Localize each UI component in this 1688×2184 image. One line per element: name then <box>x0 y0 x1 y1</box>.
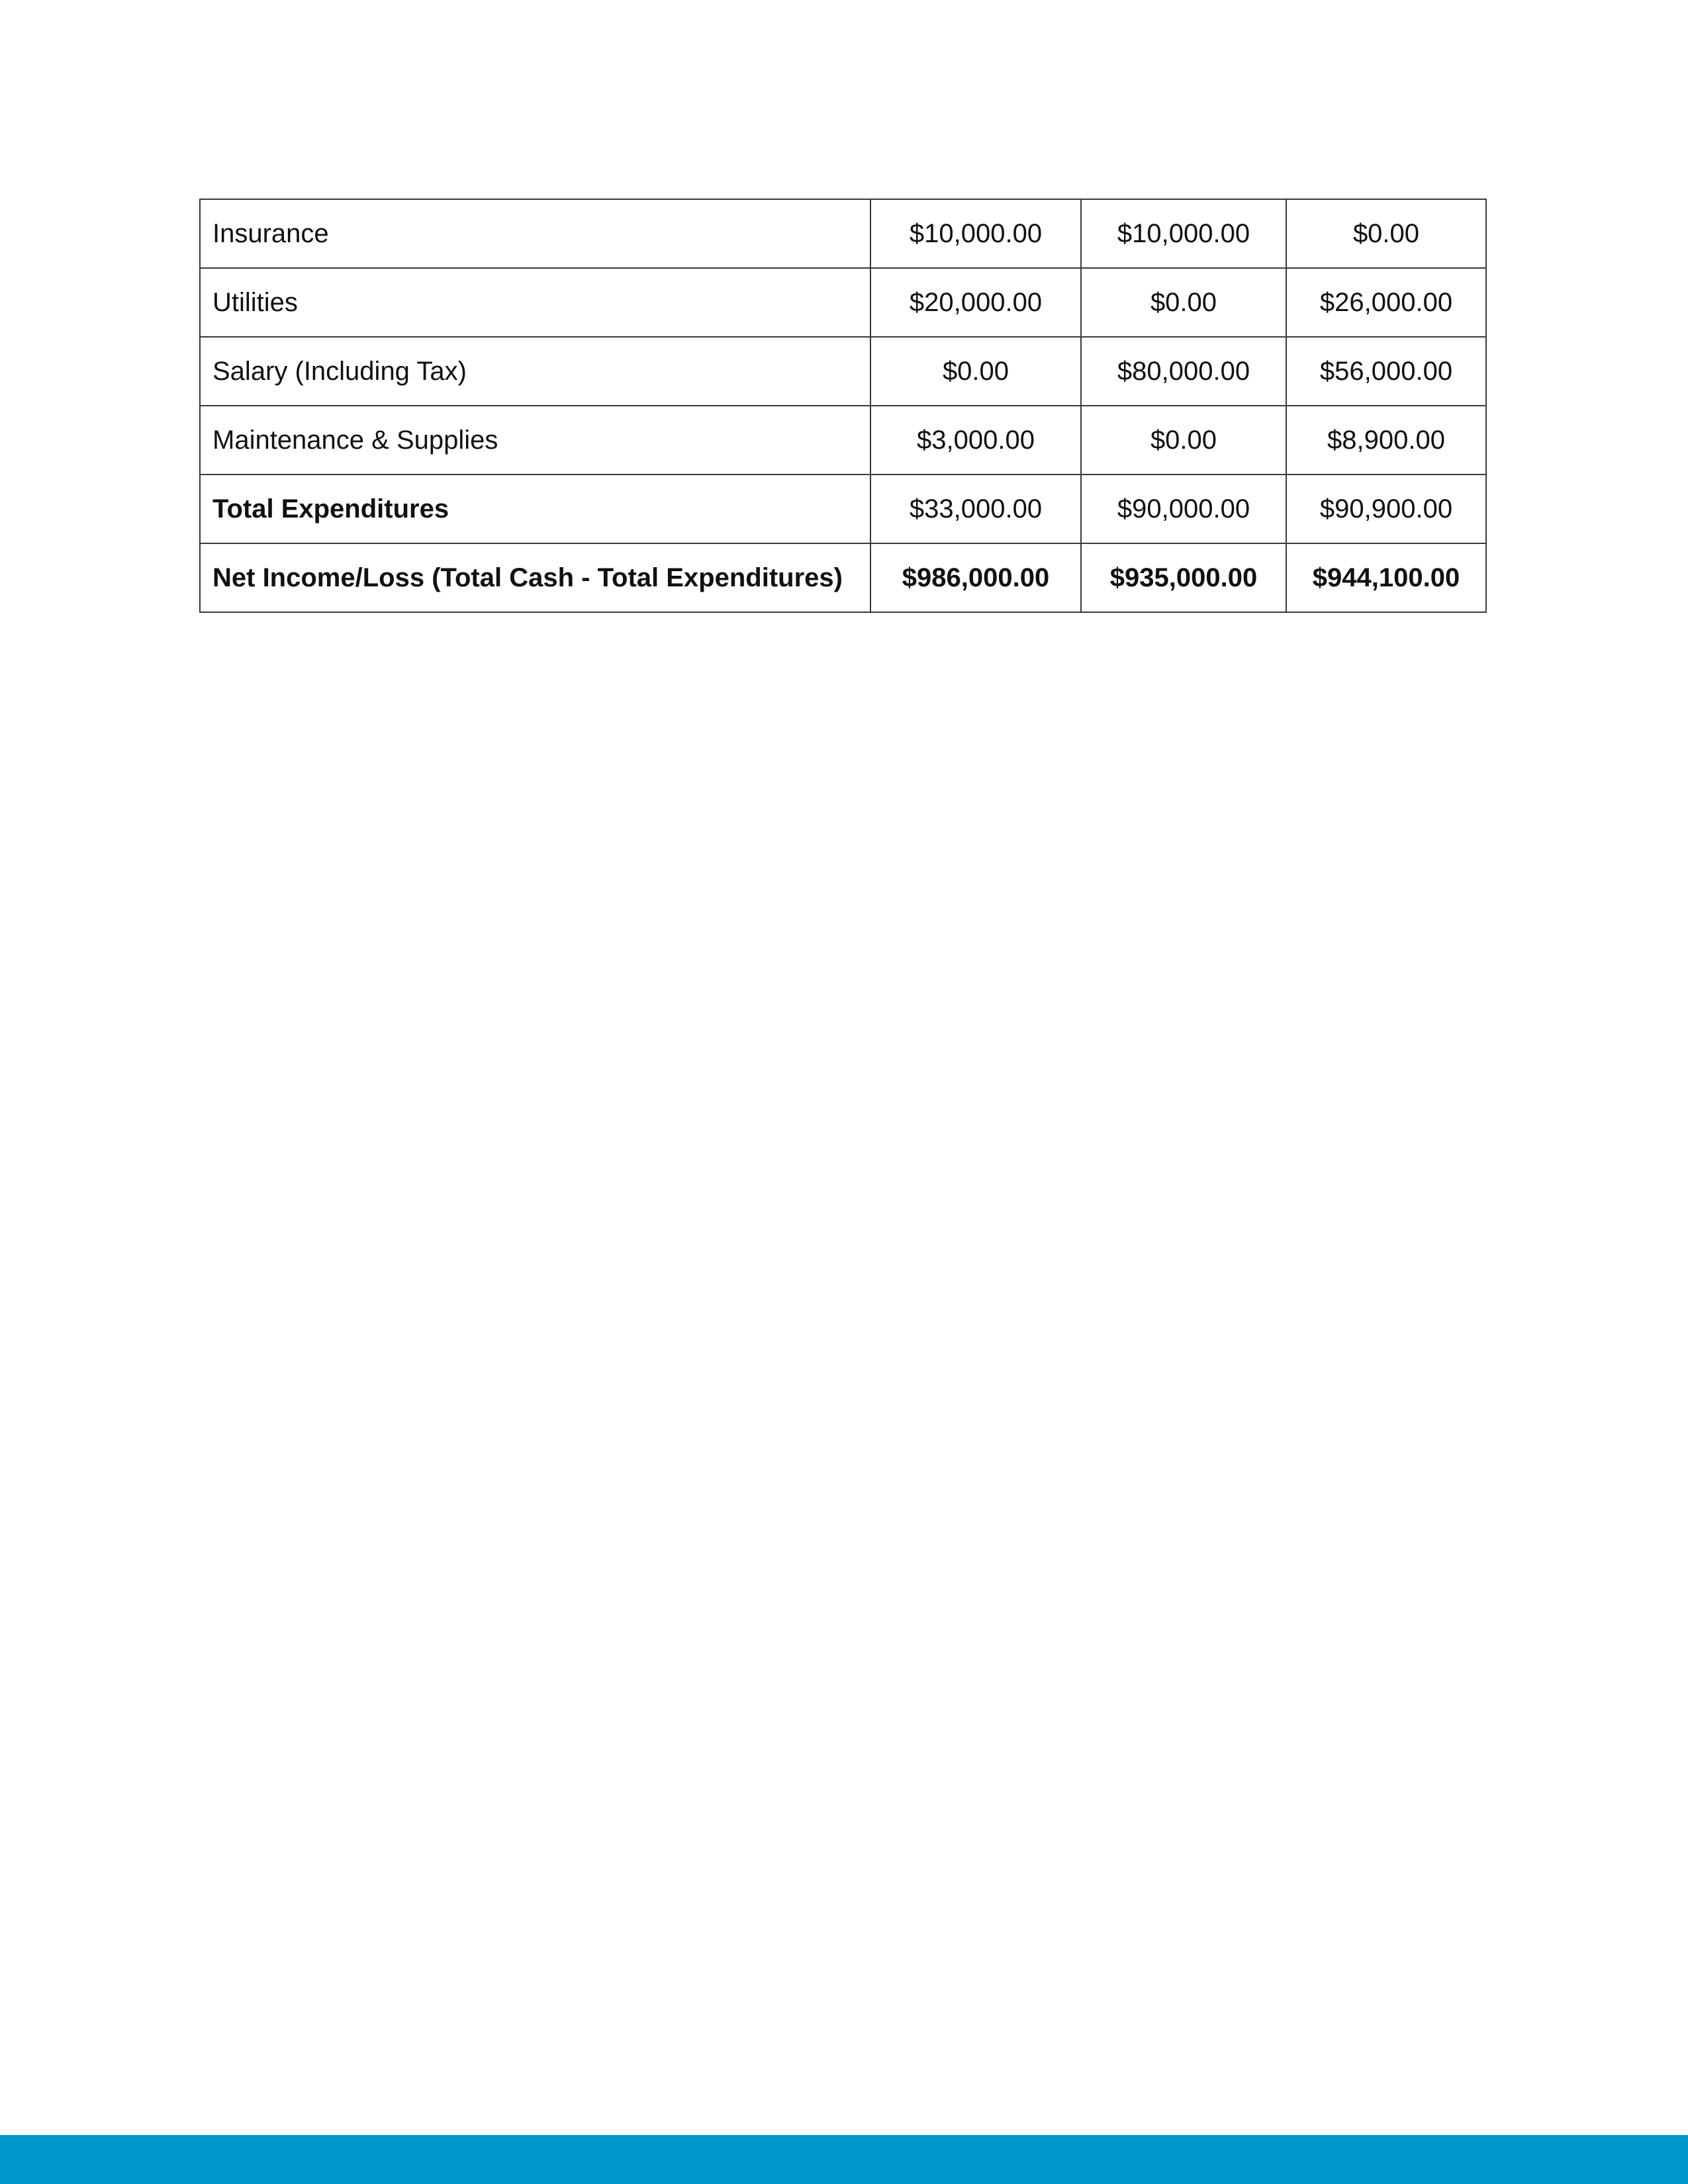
row-value: $56,000.00 <box>1286 337 1486 406</box>
row-label: Insurance <box>200 199 870 268</box>
table-row-insurance <box>200 199 1486 268</box>
row-value: $0.00 <box>1081 406 1286 475</box>
table-row-utilities <box>200 268 1486 337</box>
table-row-net-income <box>200 543 1486 612</box>
row-value: $986,000.00 <box>870 543 1081 612</box>
row-label: Salary (Including Tax) <box>200 337 870 406</box>
row-label: Maintenance & Supplies <box>200 406 870 475</box>
row-label: Total Expenditures <box>200 475 870 543</box>
row-value: $944,100.00 <box>1286 543 1486 612</box>
expenditures-table <box>199 199 1487 613</box>
row-value: $90,900.00 <box>1286 475 1486 543</box>
row-value: $26,000.00 <box>1286 268 1486 337</box>
row-value: $80,000.00 <box>1081 337 1286 406</box>
row-value: $0.00 <box>1081 268 1286 337</box>
table-row-maintenance <box>200 406 1486 475</box>
row-label: Net Income/Loss (Total Cash - Total Expenditures) <box>200 543 870 612</box>
table-row-salary <box>200 337 1486 406</box>
row-value: $33,000.00 <box>870 475 1081 543</box>
row-value: $10,000.00 <box>1081 199 1286 268</box>
row-value: $20,000.00 <box>870 268 1081 337</box>
footer-bar <box>0 2135 1688 2184</box>
row-value: $0.00 <box>1286 199 1486 268</box>
row-value: $3,000.00 <box>870 406 1081 475</box>
row-value: $8,900.00 <box>1286 406 1486 475</box>
row-value: $0.00 <box>870 337 1081 406</box>
row-value: $90,000.00 <box>1081 475 1286 543</box>
row-value: $10,000.00 <box>870 199 1081 268</box>
row-value: $935,000.00 <box>1081 543 1286 612</box>
table-row-total-expenditures <box>200 475 1486 543</box>
row-label: Utilities <box>200 268 870 337</box>
